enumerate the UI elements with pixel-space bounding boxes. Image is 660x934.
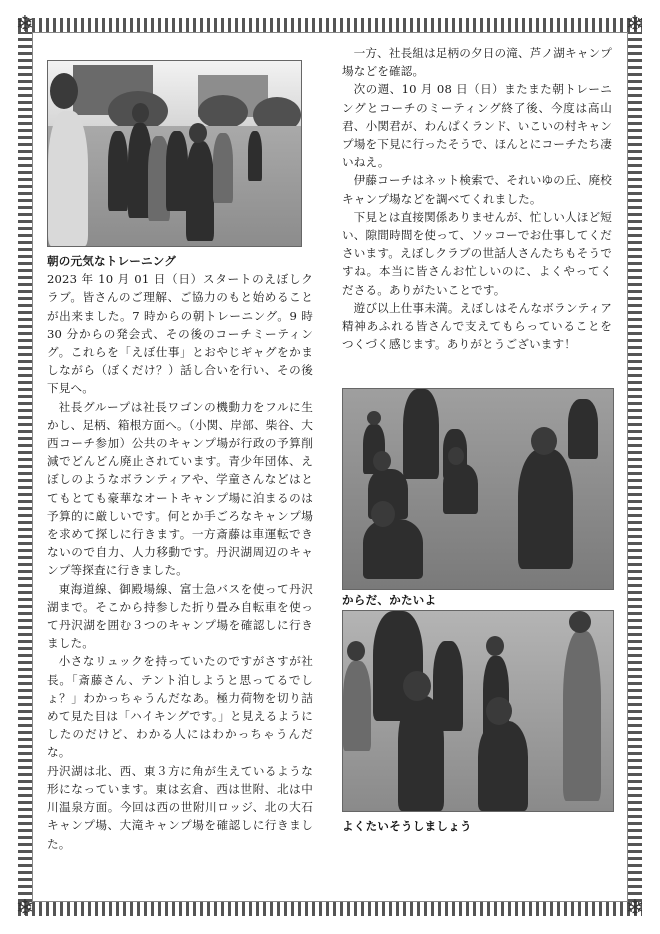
paragraph: 遊び以上仕事未満。えぼしはそんなボランティア精神あふれる皆さんで支えてもらっていることをつくづく感じます。ありがとうございます！ [342, 300, 612, 352]
snowflake-ornament-icon: ❄ [625, 12, 645, 37]
section-heading: 朝の元気なトレーニング [47, 254, 176, 268]
exercise-photo [342, 610, 614, 812]
snowflake-ornament-icon: ❄ [15, 12, 35, 37]
paragraph: 東海道線、御殿場線、富士急バスを使って丹沢湖まで。そこから持参した折り畳み自転車を使って丹沢湖を囲む３つのキャンプ場を確認しに行きました。 [47, 581, 313, 651]
paragraph: 下見とは直接関係ありませんが、忙しい人ほど短い、隙間時間を使って、ソッコーでお仕事してくださいます。えぼしクラブの世話人さんたちもそうですね。本当に皆さんお忙しいのに、よくやってくださる。ありがたいことです。 [342, 209, 612, 297]
right-column-text [342, 44, 612, 353]
photo-caption: からだ、かたいよ [342, 593, 437, 607]
snowflake-ornament-icon: ❄ [625, 896, 645, 921]
snowflake-ornament-icon: ❄ [15, 896, 35, 921]
stretching-photo [342, 388, 614, 590]
paragraph: 2023 年 10 月 01 日（日）スタートのえぼしクラブ。皆さんのご理解、ご協力のもと始めることが出来ました。7 時からの朝トレーニング。9 時 30 分からの発会式、その後のコーチミーティング。これらを「えぼ仕事」とおやじギャグをかましながら（ぼくだけ？）話し合いを行い、その後下見へ。 [47, 272, 313, 396]
left-column-text [47, 252, 313, 853]
photo-caption: よくたいそうしましょう [342, 819, 472, 833]
paragraph: 小さなリュックを持っていたのですがさすが社長。「斎藤さん、テント泊しようと思ってるでしょ？」わかっちゃうんだなあ。極力荷物を切り詰めて見た目は「ハイキングです。」と見えるようにしたのだけど、わかる人にはわかっちゃうんだな。 [47, 654, 313, 760]
paragraph: 伊藤コーチはネット検索で、それいゆの丘、廃校キャンプ場などを調べてくれました。 [342, 173, 612, 206]
morning-training-photo [47, 60, 302, 247]
paragraph: 次の週、10 月 08 日（日）またまた朝トレーニングとコーチのミーティング終了後、今度は高山君、小関君が、わんぱくランド、いこいの村キャンプ場を下見に行ったそうで、ほんとにコーチたち凄いねえ。 [342, 82, 612, 170]
paragraph: 丹沢湖は北、西、東３方に角が生えているような形になっています。東は玄倉、西は世附、北は中川温泉方面。今回は西の世附川ロッジ、北の大石キャンプ場、大滝キャンプ場を確認しに行きました。 [47, 763, 313, 851]
paragraph: 社長グループは社長ワゴンの機動力をフルに生かし、足柄、箱根方面へ。（小関、岸部、柴谷、大西コーチ参加）公共のキャンプ場が行政の予算削減でどんどん廃止されています。青少年団体、えぼしのようなボランティアや、学童さんなどはとてもとても豪華なオートキャンプ場に泊まるのは予算的に厳しいです。何とか手ごろなキャンプ場を求めて探しに行きます。一方斎藤は車運転できないので自力、人力移動です。丹沢湖周辺のキャンプ等探査に行きました。 [47, 399, 313, 578]
paragraph: 一方、社長組は足柄の夕日の滝、芦ノ湖キャンプ場などを確認。 [342, 46, 612, 79]
